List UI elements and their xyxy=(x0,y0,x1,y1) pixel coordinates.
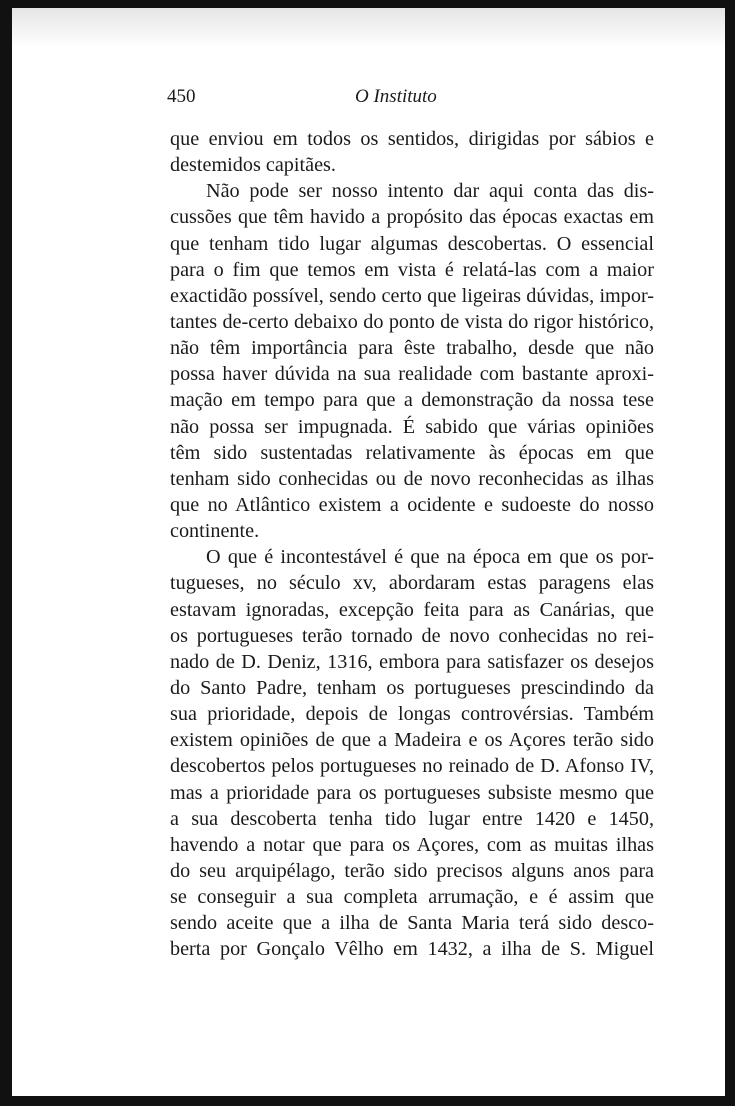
book-page xyxy=(12,8,725,1096)
text-line: O que é incontestável é que na época em que os por- xyxy=(206,546,654,569)
text-line: do Santo Padre, tenham os portugueses prescindindo da xyxy=(170,676,654,699)
text-line: a sua descoberta tenha tido lugar entre 1420 e 1450, xyxy=(170,807,654,830)
text-line: possa haver dúvida na sua realidade com bastante aproxi- xyxy=(170,363,654,386)
text-line: não têm importância para êste trabalho, desde que não xyxy=(170,337,654,360)
text-line: tenham sido conhecidas ou de novo reconhecidas as ilhas xyxy=(170,467,654,490)
text-line: berta por Gonçalo Vêlho em 1432, a ilha de S. Miguel xyxy=(170,938,654,961)
text-line: Não pode ser nosso intento dar aqui conta das dis- xyxy=(206,180,654,203)
text-line: descobertos pelos portugueses no reinado de D. Afonso IV, xyxy=(170,755,654,778)
text-line: havendo a notar que para os Açores, com as muitas ilhas xyxy=(170,833,654,856)
text-line: do seu arquipélago, terão sido precisos alguns anos para xyxy=(170,859,654,882)
body-text xyxy=(170,126,654,963)
text-line: que tenham tido lugar algumas descobertas. O essencial xyxy=(170,232,654,255)
text-line: mas a prioridade para os portugueses subsiste mesmo que xyxy=(170,781,654,804)
text-line: se conseguir a sua completa arrumação, e é assim que xyxy=(170,886,654,909)
page-number: 450 xyxy=(167,86,196,107)
text-line: existem opiniões de que a Madeira e os Açores terão sido xyxy=(170,729,654,752)
text-line: os portugueses terão tornado de novo conhecidas no rei- xyxy=(170,624,654,647)
text-line: cussões que têm havido a propósito das épocas exactas em xyxy=(170,206,654,229)
text-line: tantes de-certo debaixo do ponto de vista do rigor histórico, xyxy=(170,310,654,333)
text-line: continente. xyxy=(170,520,260,543)
page-header xyxy=(12,80,725,110)
text-line: que enviou em todos os sentidos, dirigidas por sábios e xyxy=(170,128,654,150)
text-line: exactidão possível, sendo certo que ligeiras dúvidas, impor- xyxy=(170,284,654,307)
text-line: para o fim que temos em vista é relatá-las com a maior xyxy=(170,258,654,281)
running-head: O Instituto xyxy=(355,86,437,107)
text-line: tugueses, no século xv, abordaram estas paragens elas xyxy=(170,572,654,595)
text-line: destemidos capitães. xyxy=(170,154,336,177)
text-line: não possa ser impugnada. É sabido que várias opiniões xyxy=(170,415,654,438)
text-line: sendo aceite que a ilha de Santa Maria terá sido desco- xyxy=(170,912,654,935)
scan-shadow xyxy=(12,8,725,48)
text-line: nado de D. Deniz, 1316, embora para satisfazer os desejos xyxy=(170,650,654,673)
text-line: têm sido sustentadas relativamente às épocas em que xyxy=(170,441,654,464)
text-line: que no Atlântico existem a ocidente e sudoeste do nosso xyxy=(170,493,654,516)
text-line: estavam ignoradas, excepção feita para as Canárias, que xyxy=(170,598,654,621)
text-line: sua prioridade, depois de longas controvérsias. Também xyxy=(170,703,654,726)
text-line: mação em tempo para que a demonstração da nossa tese xyxy=(170,389,654,412)
